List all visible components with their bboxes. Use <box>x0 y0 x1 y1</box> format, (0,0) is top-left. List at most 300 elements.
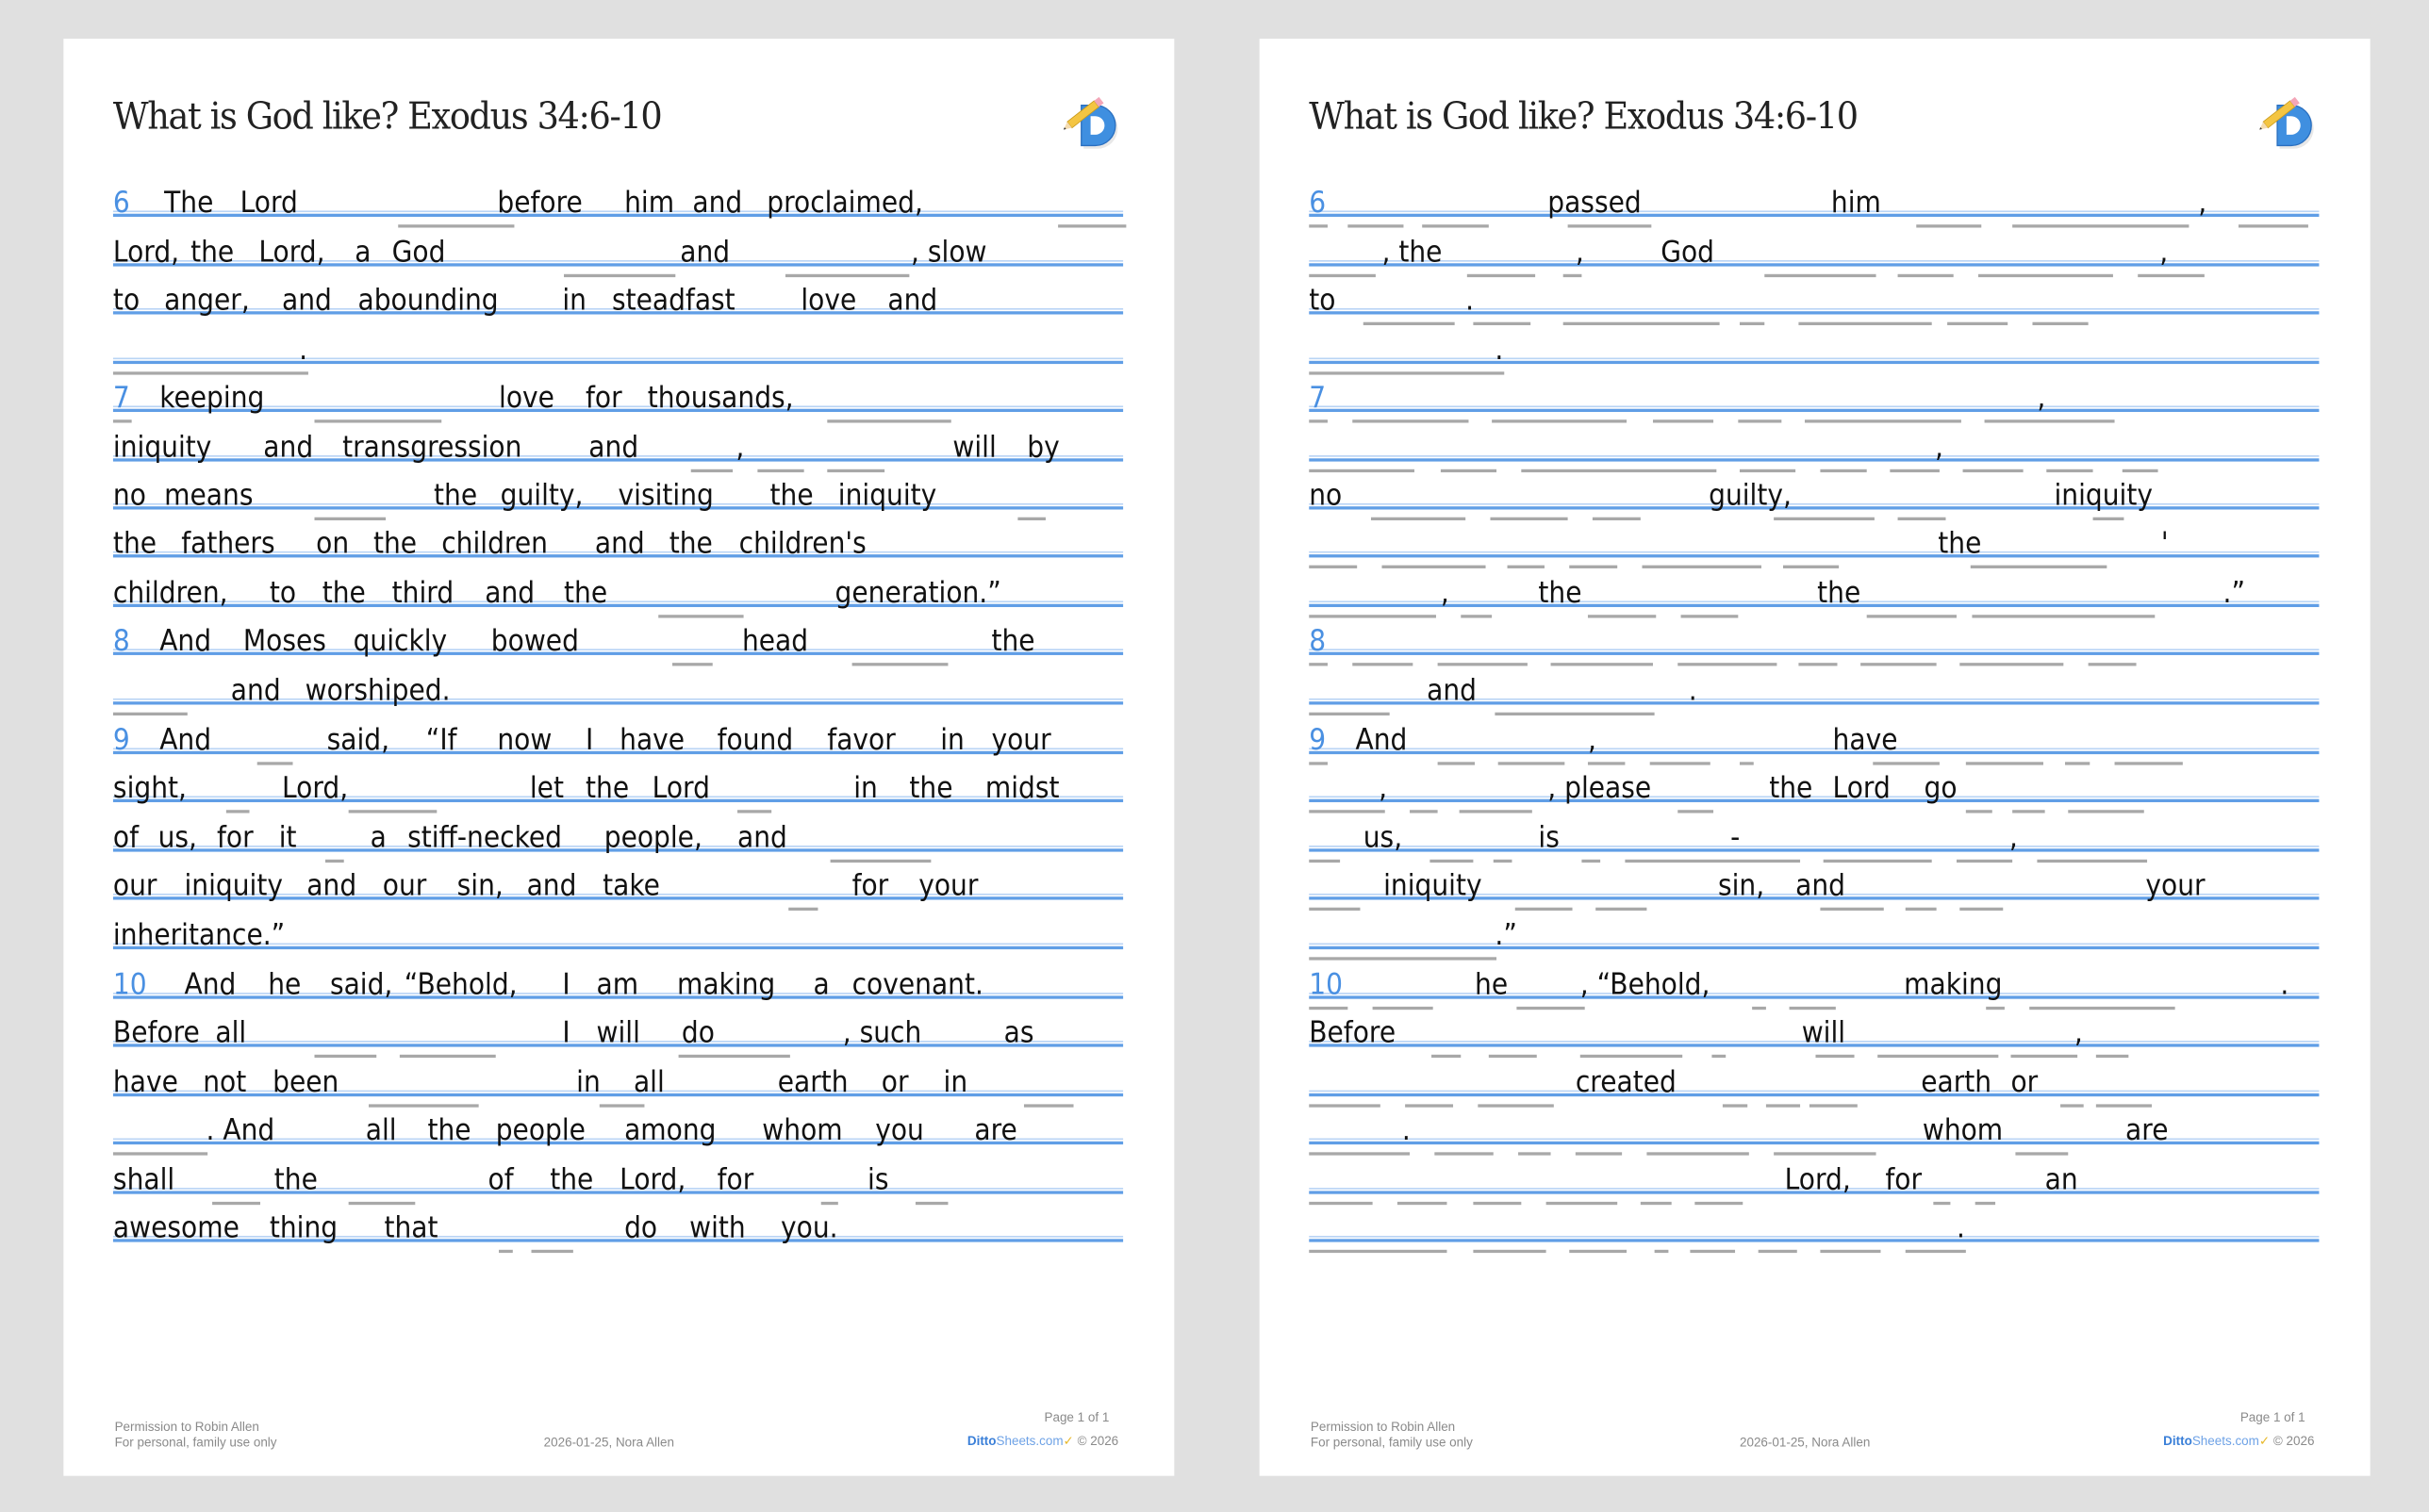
blank-letter-hint <box>1971 566 2107 568</box>
word: among <box>624 1113 717 1148</box>
blank-letter-hint <box>212 1202 260 1205</box>
word: third <box>391 576 454 611</box>
guide-rule-light <box>1309 1236 2319 1238</box>
blank-letter-hint <box>1473 322 1530 325</box>
word: and <box>692 186 743 221</box>
word: to <box>112 283 140 318</box>
blank-letter-hint <box>1518 1152 1551 1155</box>
writing-line <box>112 576 1123 611</box>
blank-letter-hint <box>1985 419 2115 422</box>
word: abounding <box>357 283 499 318</box>
blank-letter-hint <box>852 663 949 666</box>
writing-line <box>112 624 1123 659</box>
word: Lord <box>1832 771 1891 806</box>
word: will <box>596 1015 640 1050</box>
footer-date-author: 2026-01-25, Nora Allen <box>1739 1435 1871 1450</box>
writing-line <box>112 526 1123 561</box>
copyright: © 2026 <box>2272 1434 2315 1449</box>
blank-letter-hint <box>1381 566 1485 568</box>
word: Lord, <box>1784 1162 1851 1197</box>
writing-line <box>112 381 1123 416</box>
word: steadfast <box>611 283 735 318</box>
blank-letter-hint <box>1309 1250 1446 1253</box>
blank-letter-hint <box>1309 663 1328 666</box>
word: Lord <box>240 186 298 221</box>
word: The <box>164 186 214 221</box>
word: guilty, <box>1709 478 1792 513</box>
word: children, <box>112 576 228 611</box>
guide-rule-light <box>1309 600 2319 602</box>
blank-letter-hint <box>1933 1202 1950 1205</box>
writing-line <box>1309 526 2319 561</box>
guide-rule <box>1309 1239 2319 1241</box>
blank-letter-hint <box>1752 1007 1766 1010</box>
guide-rule <box>1309 799 2319 802</box>
writing-line <box>113 1113 1123 1148</box>
verse-number: 8 <box>112 624 130 659</box>
blank-letter-hint <box>113 419 132 422</box>
word: making <box>1904 967 2003 1002</box>
writing-line <box>1309 381 2319 416</box>
word: and <box>526 868 577 903</box>
blank-letter-hint <box>113 713 188 715</box>
blank-letter-hint <box>2037 860 2147 863</box>
blank-letter-hint <box>672 663 713 666</box>
word: for <box>851 868 889 903</box>
worksheet-page-answer-key <box>63 39 1174 1476</box>
blank-letter-hint <box>1515 908 1573 911</box>
word: and <box>737 820 787 855</box>
word: .” <box>1495 918 1517 953</box>
blank-letter-hint <box>1309 1007 1347 1010</box>
blank-letter-hint <box>1546 1202 1618 1205</box>
guide-rule-light <box>1309 358 2319 360</box>
word: Lord <box>652 771 710 806</box>
blank-letter-hint <box>1738 419 1781 422</box>
blank-letter-hint <box>1820 908 1883 911</box>
writing-line <box>1309 478 2319 513</box>
writing-line <box>112 723 1123 758</box>
blank-letter-hint <box>1947 322 2008 325</box>
blank-letter-hint <box>1581 860 1600 863</box>
blank-letter-hint <box>1783 566 1839 568</box>
word: a <box>813 967 830 1002</box>
writing-line <box>112 235 1123 270</box>
blank-letter-hint <box>1677 663 1776 666</box>
blank-letter-hint <box>2032 322 2088 325</box>
word: and <box>680 235 731 270</box>
blank-letter-hint <box>1569 1250 1627 1253</box>
word: , <box>1587 723 1596 758</box>
word: , <box>2037 381 2046 416</box>
word: whom <box>762 1113 843 1148</box>
word: are <box>974 1113 1017 1148</box>
blank-letter-hint <box>1309 908 1360 911</box>
word: the <box>1938 526 1982 561</box>
word: are <box>2125 1113 2169 1148</box>
word: the <box>564 576 608 611</box>
guide-rule-light <box>113 1091 1123 1093</box>
word: will <box>952 430 997 465</box>
writing-line <box>1309 918 2319 953</box>
word: your <box>991 723 1051 758</box>
word: . <box>1465 283 1475 318</box>
word: on <box>316 526 350 561</box>
blank-letter-hint <box>315 1055 377 1058</box>
word: iniquity <box>184 868 284 903</box>
word: . <box>1401 1113 1411 1148</box>
word: God <box>391 235 446 270</box>
blank-letter-hint <box>1820 469 1866 472</box>
blank-letter-hint <box>1309 566 1357 568</box>
word: I <box>586 723 594 758</box>
writing-line <box>113 333 1123 368</box>
word: Lord, <box>258 235 325 270</box>
word: or <box>881 1065 909 1100</box>
writing-line <box>1309 235 2319 270</box>
blank-letter-hint <box>1890 469 1940 472</box>
blank-letter-hint <box>600 1104 645 1107</box>
word: favor <box>827 723 896 758</box>
blank-letter-hint <box>2012 224 2189 227</box>
brand-sheets: Sheets.com <box>996 1434 1064 1449</box>
blank-letter-hint <box>2138 274 2205 277</box>
guide-rule <box>1309 361 2319 364</box>
blank-letter-hint <box>1898 518 1946 520</box>
dittosheets-logo-icon <box>2257 91 2322 156</box>
guide-rule <box>1309 604 2319 607</box>
writing-line <box>1309 723 2319 758</box>
writing-line <box>1309 673 2319 708</box>
word: ' <box>2160 526 2169 561</box>
guide-rule-light <box>1309 748 2319 750</box>
word: not <box>203 1065 247 1100</box>
word: go <box>1924 771 1958 806</box>
blank-letter-hint <box>827 419 950 422</box>
writing-line <box>112 1210 1123 1245</box>
blank-letter-hint <box>916 1202 949 1205</box>
word: him <box>1830 186 1881 221</box>
word: means <box>164 478 254 513</box>
blank-letter-hint <box>1595 908 1646 911</box>
word: the <box>909 771 953 806</box>
guide-rule-light <box>113 1236 1123 1238</box>
word: fathers <box>181 526 275 561</box>
word: let <box>529 771 564 806</box>
word: - <box>1730 820 1741 855</box>
blank-letter-hint <box>2012 810 2045 813</box>
guide-rule <box>113 361 1123 364</box>
word: Before <box>1309 1015 1396 1050</box>
guide-rule <box>113 1191 1123 1193</box>
blank-letter-hint <box>2068 810 2144 813</box>
word: will <box>1801 1015 1846 1050</box>
word: “If <box>425 723 457 758</box>
guide-rule-light <box>1309 846 2319 847</box>
word: and <box>485 576 536 611</box>
word: the <box>769 478 814 513</box>
blank-letter-hint <box>2093 518 2124 520</box>
writing-line <box>112 967 1123 1002</box>
blank-letter-hint <box>1309 957 1496 960</box>
word: all <box>365 1113 397 1148</box>
blank-letter-hint <box>1588 615 1656 617</box>
guide-rule <box>1309 652 2319 655</box>
word: head <box>741 624 809 659</box>
word: the <box>427 1113 471 1148</box>
word: shall <box>112 1162 175 1197</box>
blank-letter-hint <box>1478 1104 1554 1107</box>
writing-line <box>1309 1162 2319 1197</box>
writing-line <box>1309 283 2319 318</box>
word: “Behold, <box>404 967 518 1002</box>
word: iniquity <box>112 430 212 465</box>
blank-letter-hint <box>785 274 909 277</box>
blank-letter-hint <box>1309 1202 1372 1205</box>
footer-brand[interactable] <box>967 1434 1118 1449</box>
word: to <box>1309 283 1336 318</box>
blank-letter-hint <box>1309 762 1328 764</box>
copyright: © 2026 <box>1077 1434 1119 1449</box>
word: iniquity <box>2054 478 2154 513</box>
blank-letter-hint <box>1521 469 1716 472</box>
writing-line <box>112 1162 1123 1197</box>
blank-letter-hint <box>1877 1055 1998 1058</box>
word: is <box>1538 820 1560 855</box>
blank-letter-hint <box>831 860 932 863</box>
word: and <box>230 673 281 708</box>
blank-letter-hint <box>788 908 818 911</box>
word: the <box>434 478 478 513</box>
word: , <box>2198 186 2207 221</box>
word: guilty, <box>500 478 584 513</box>
blank-letter-hint <box>1347 224 1403 227</box>
blank-letter-hint <box>658 615 743 617</box>
blank-letter-hint <box>226 810 250 813</box>
word: love <box>499 381 554 416</box>
writing-line <box>1309 333 2319 368</box>
word: for <box>717 1162 754 1197</box>
verse-number: 10 <box>1309 967 1344 1002</box>
guide-rule-light <box>1309 308 2319 310</box>
guide-rule-light <box>1309 993 2319 994</box>
word: for <box>586 381 622 416</box>
word: sin, <box>456 868 504 903</box>
guide-rule-light <box>1309 455 2319 457</box>
usage-text: For personal, family use only <box>114 1435 277 1450</box>
blank-letter-hint <box>1642 566 1761 568</box>
blank-letter-hint <box>1959 663 2063 666</box>
word: your <box>2145 868 2206 903</box>
blank-letter-hint <box>499 1250 513 1253</box>
blank-letter-hint <box>1473 1202 1521 1205</box>
writing-line <box>112 868 1123 903</box>
blank-letter-hint <box>1975 1202 1995 1205</box>
writing-line <box>112 478 1123 513</box>
word: , <box>2074 1015 2083 1050</box>
word: the <box>586 771 630 806</box>
blank-letter-hint <box>1309 274 1376 277</box>
blank-letter-hint <box>398 224 514 227</box>
blank-letter-hint <box>113 1152 207 1155</box>
blank-letter-hint <box>827 469 884 472</box>
verse-number: 10 <box>112 967 147 1002</box>
word: quickly <box>353 624 448 659</box>
blank-letter-hint <box>1860 663 1937 666</box>
guide-rule-light <box>1309 649 2319 650</box>
word: for <box>1885 1162 1923 1197</box>
blank-letter-hint <box>1438 762 1475 764</box>
word: , such <box>842 1015 922 1050</box>
blank-letter-hint <box>1723 1104 1747 1107</box>
word: sin, <box>1717 868 1765 903</box>
blank-letter-hint <box>691 469 733 472</box>
blank-letter-hint <box>1397 1202 1447 1205</box>
blank-letter-hint <box>1694 1202 1743 1205</box>
blank-letter-hint <box>1593 518 1641 520</box>
blank-letter-hint <box>2096 1055 2129 1058</box>
checkmark-icon: ✓ <box>1063 1434 1074 1449</box>
blank-letter-hint <box>2123 469 2158 472</box>
blank-letter-hint <box>2010 1055 2077 1058</box>
word: our <box>382 868 427 903</box>
word: . <box>1495 333 1504 368</box>
word: created <box>1575 1065 1677 1100</box>
writing-line <box>112 820 1123 855</box>
footer-brand[interactable] <box>2163 1434 2314 1449</box>
blank-letter-hint <box>1309 419 1328 422</box>
word: for <box>217 820 254 855</box>
verse-number: 7 <box>1309 381 1327 416</box>
blank-letter-hint <box>1410 810 1438 813</box>
blank-letter-hint <box>1563 274 1582 277</box>
word: bowed <box>490 624 579 659</box>
word: the <box>1538 576 1582 611</box>
blank-letter-hint <box>1986 1007 2005 1010</box>
blank-letter-hint <box>369 1104 479 1107</box>
blank-letter-hint <box>2015 1152 2068 1155</box>
blank-letter-hint <box>1774 1152 1875 1155</box>
word: I <box>562 967 570 1002</box>
blank-letter-hint <box>1916 224 1981 227</box>
word: as <box>1003 1015 1034 1050</box>
word: , <box>1440 576 1449 611</box>
guide-rule <box>113 1239 1123 1241</box>
blank-letter-hint <box>1516 1007 1584 1010</box>
blank-letter-hint <box>1764 274 1875 277</box>
word: and <box>887 283 938 318</box>
word: the <box>991 624 1035 659</box>
word: . And <box>206 1113 275 1148</box>
blank-letter-hint <box>1309 469 1414 472</box>
word: before <box>497 186 583 221</box>
word: thing <box>269 1210 339 1245</box>
guide-rule-light <box>1309 944 2319 945</box>
blank-letter-hint <box>2239 224 2308 227</box>
word: is <box>868 1162 889 1197</box>
blank-letter-hint <box>1309 1104 1380 1107</box>
word: And <box>184 967 237 1002</box>
blank-letter-hint <box>2089 663 2137 666</box>
word: . <box>2280 967 2289 1002</box>
blank-letter-hint <box>1431 1055 1461 1058</box>
word: or <box>2010 1065 2039 1100</box>
usage-text: For personal, family use only <box>1310 1435 1473 1450</box>
verse-number: 8 <box>1309 624 1327 659</box>
blank-letter-hint <box>1309 371 1504 374</box>
word: midst <box>984 771 1060 806</box>
blank-letter-hint <box>1959 908 2003 911</box>
word: whom <box>1922 1113 2004 1148</box>
blank-letter-hint <box>1805 419 1961 422</box>
blank-letter-hint <box>1898 274 1954 277</box>
blank-letter-hint <box>1461 615 1492 617</box>
word: .” <box>2222 576 2246 611</box>
word: the <box>1769 771 1813 806</box>
blank-letter-hint <box>1441 469 1496 472</box>
guide-rule-light <box>1309 405 2319 407</box>
blank-letter-hint <box>1681 615 1739 617</box>
word: you. <box>781 1210 838 1245</box>
word: people <box>495 1113 586 1148</box>
guide-rule <box>1309 995 2319 998</box>
guide-rule <box>1309 946 2319 949</box>
word: the <box>322 576 366 611</box>
page-title: What is God like? Exodus 34:6-10 <box>112 94 662 139</box>
word: it <box>278 820 297 855</box>
writing-line <box>112 186 1123 221</box>
word: a <box>355 235 372 270</box>
writing-line <box>1309 430 2319 465</box>
blank-letter-hint <box>113 371 308 374</box>
word: anger, <box>164 283 250 318</box>
blank-letter-hint <box>1957 860 2012 863</box>
page-number: Page 1 of 1 <box>1044 1410 1110 1425</box>
word: keeping <box>159 381 265 416</box>
blank-letter-hint <box>1641 1202 1672 1205</box>
word: he <box>268 967 302 1002</box>
writing-line <box>112 1015 1123 1050</box>
blank-letter-hint <box>1494 860 1512 863</box>
permission-text: Permission to Robin Allen <box>1310 1420 1456 1435</box>
word: inheritance.” <box>112 918 286 953</box>
blank-letter-hint <box>2115 762 2183 764</box>
word: passed <box>1547 186 1642 221</box>
word: all <box>215 1015 247 1050</box>
blank-letter-hint <box>1422 224 1489 227</box>
blank-letter-hint <box>1815 1055 1854 1058</box>
blank-letter-hint <box>1906 908 1937 911</box>
word: love <box>801 283 857 318</box>
blank-letter-hint <box>1352 419 1468 422</box>
word: the <box>273 1162 318 1197</box>
word: do <box>624 1210 658 1245</box>
blank-letter-hint <box>1492 419 1627 422</box>
blank-letter-hint <box>1766 1104 1800 1107</box>
word: that <box>384 1210 438 1245</box>
word: generation.” <box>834 576 1001 611</box>
word: of <box>112 820 140 855</box>
word: sight, <box>112 771 187 806</box>
word: he <box>1475 967 1509 1002</box>
word: us, <box>1363 820 1403 855</box>
verse-number: 6 <box>112 186 130 221</box>
blank-letter-hint <box>1309 224 1328 227</box>
blank-letter-hint <box>1352 663 1413 666</box>
writing-line <box>1309 624 2319 659</box>
word: and <box>588 430 639 465</box>
word: a <box>370 820 387 855</box>
